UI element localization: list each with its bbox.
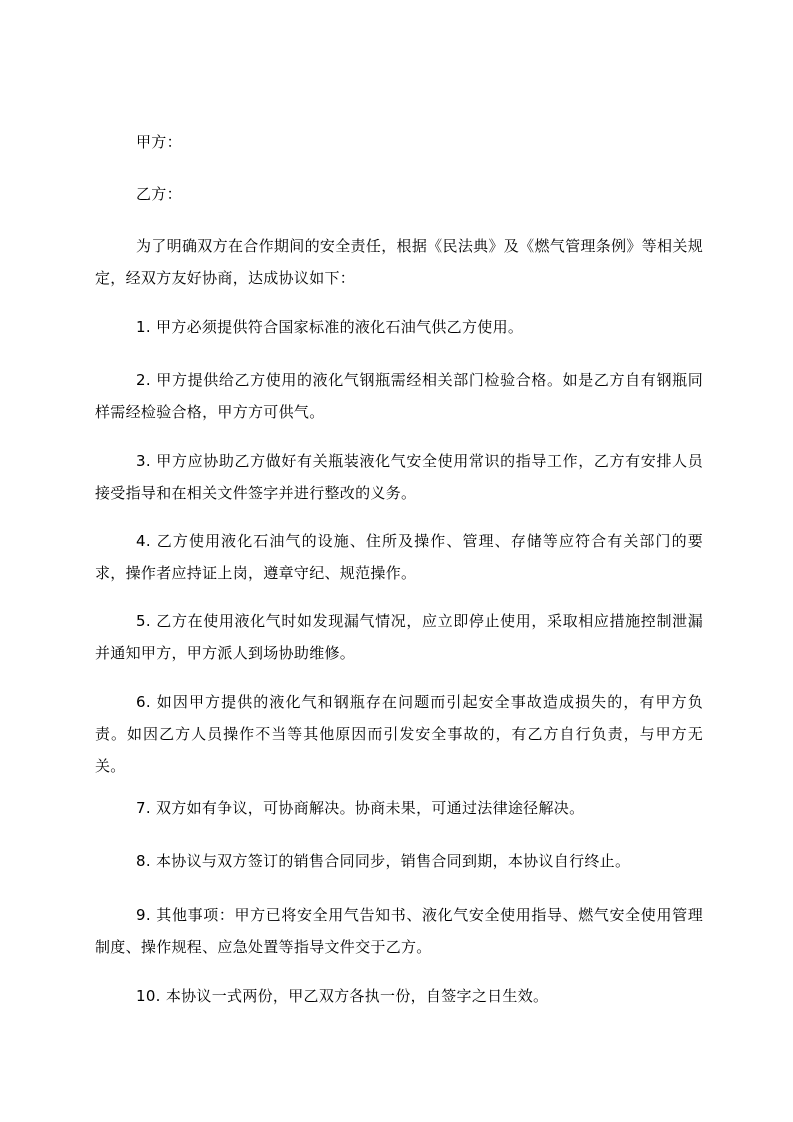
clause-9: 9. 其他事项：甲方已将安全用气告知书、液化气安全使用指导、燃气安全使用管理制度、操作规程、应急处置等指导文件交于乙方。	[95, 906, 703, 956]
clause-2: 2. 甲方提供给乙方使用的液化气钢瓶需经相关部门检验合格。如是乙方自有钢瓶同样需经检验合格，甲方方可供气。	[95, 371, 703, 421]
party-b-label: 乙方：	[136, 185, 182, 203]
intro-paragraph: 为了明确双方在合作期间的安全责任，根据《民法典》及《燃气管理条例》等相关规定，经双方友好协商，达成协议如下：	[95, 237, 703, 287]
clause-4: 4. 乙方使用液化石油气的设施、住所及操作、管理、存储等应符合有关部门的要求，操作者应持证上岗，遵章守纪、规范操作。	[95, 532, 703, 582]
clause-1: 1. 甲方必须提供符合国家标准的液化石油气供乙方使用。	[136, 318, 524, 336]
clause-6: 6. 如因甲方提供的液化气和钢瓶存在问题而引起安全事故造成损失的，有甲方负责。如因乙方人员操作不当等其他原因而引发安全事故的，有乙方自行负责，与甲方无关。	[95, 693, 703, 775]
clause-8: 8. 本协议与双方签订的销售合同同步，销售合同到期，本协议自行终止。	[136, 852, 631, 870]
clause-10: 10. 本协议一式两份，甲乙双方各执一份，自签字之日生效。	[136, 987, 549, 1005]
party-a-label: 甲方：	[136, 133, 182, 151]
clause-5: 5. 乙方在使用液化气时如发现漏气情况，应立即停止使用，采取相应措施控制泄漏并通知甲方，甲方派人到场协助维修。	[95, 612, 703, 662]
clause-3: 3. 甲方应协助乙方做好有关瓶装液化气安全使用常识的指导工作，乙方有安排人员接受指导和在相关文件签字并进行整改的义务。	[95, 452, 703, 502]
clause-7: 7. 双方如有争议，可协商解决。协商未果，可通过法律途径解决。	[136, 799, 585, 817]
